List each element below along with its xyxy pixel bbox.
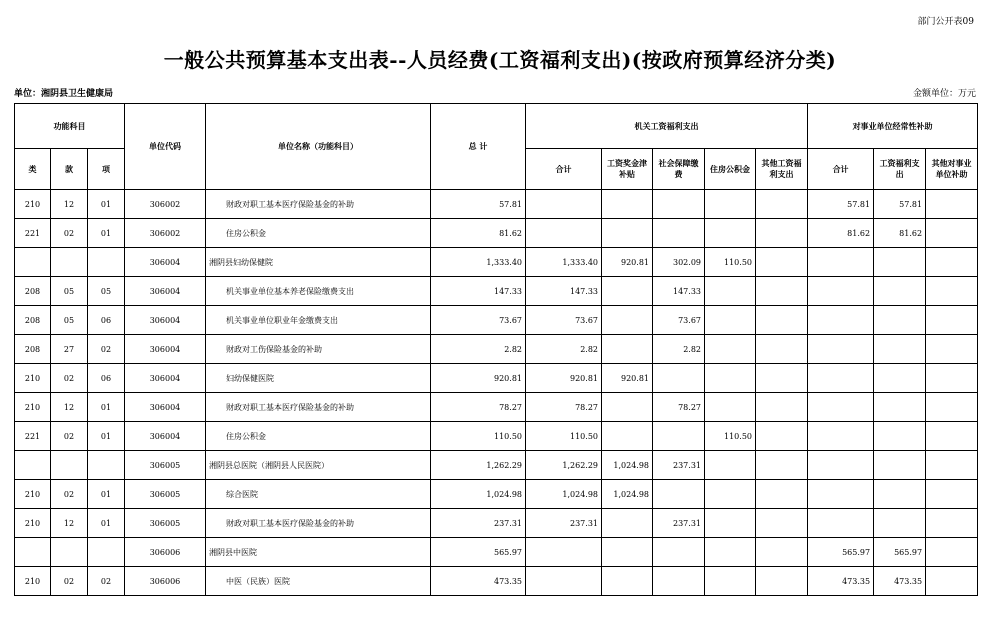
cell-inst-sum bbox=[808, 306, 874, 335]
cell-name: 财政对职工基本医疗保险基金的补助 bbox=[206, 509, 431, 538]
cell-code: 306002 bbox=[125, 190, 206, 219]
cell-name: 综合医院 bbox=[206, 480, 431, 509]
header-total: 总 计 bbox=[431, 104, 526, 190]
cell-inst-wage: 473.35 bbox=[874, 567, 926, 596]
cell-inst-other bbox=[926, 219, 978, 248]
cell-org-other bbox=[756, 277, 808, 306]
header-unit-name: 单位名称（功能科目） bbox=[206, 104, 431, 190]
cell-total: 81.62 bbox=[431, 219, 526, 248]
cell-org-other bbox=[756, 335, 808, 364]
cell-lei: 210 bbox=[15, 509, 51, 538]
cell-inst-wage: 565.97 bbox=[874, 538, 926, 567]
cell-org-other bbox=[756, 364, 808, 393]
cell-org-social bbox=[653, 219, 705, 248]
header-org-other: 其他工资福利支出 bbox=[756, 149, 808, 190]
cell-name: 财政对职工基本医疗保险基金的补助 bbox=[206, 190, 431, 219]
cell-org-wage: 1,024.98 bbox=[602, 480, 653, 509]
cell-inst-sum: 57.81 bbox=[808, 190, 874, 219]
header-inst-other: 其他对事业单位补助 bbox=[926, 149, 978, 190]
cell-org-wage bbox=[602, 567, 653, 596]
cell-inst-other bbox=[926, 422, 978, 451]
cell-kuan: 02 bbox=[51, 567, 88, 596]
cell-org-housing bbox=[705, 190, 756, 219]
cell-total: 73.67 bbox=[431, 306, 526, 335]
cell-org-social: 147.33 bbox=[653, 277, 705, 306]
cell-org-wage: 1,024.98 bbox=[602, 451, 653, 480]
table-row bbox=[15, 335, 978, 364]
table-row bbox=[15, 306, 978, 335]
currency-label: 金额单位：万元 bbox=[912, 89, 976, 99]
cell-org-housing bbox=[705, 393, 756, 422]
form-number: 部门公开表09 bbox=[917, 17, 974, 27]
budget-table bbox=[14, 103, 978, 596]
cell-code: 306004 bbox=[125, 422, 206, 451]
cell-inst-wage bbox=[874, 480, 926, 509]
cell-org-wage bbox=[602, 306, 653, 335]
cell-name: 住房公积金 bbox=[206, 219, 431, 248]
cell-code: 306004 bbox=[125, 306, 206, 335]
header-org-social: 社会保障缴费 bbox=[653, 149, 705, 190]
cell-name: 湘阴县总医院（湘阴县人民医院） bbox=[206, 451, 431, 480]
cell-total: 1,262.29 bbox=[431, 451, 526, 480]
table-row bbox=[15, 451, 978, 480]
cell-code: 306005 bbox=[125, 480, 206, 509]
cell-org-other bbox=[756, 306, 808, 335]
cell-org-sum: 2.82 bbox=[526, 335, 602, 364]
cell-org-sum: 73.67 bbox=[526, 306, 602, 335]
cell-total: 57.81 bbox=[431, 190, 526, 219]
cell-inst-wage: 57.81 bbox=[874, 190, 926, 219]
cell-kuan bbox=[51, 248, 88, 277]
cell-kuan: 02 bbox=[51, 364, 88, 393]
header-kuan: 款 bbox=[51, 149, 88, 190]
cell-code: 306006 bbox=[125, 567, 206, 596]
cell-name: 住房公积金 bbox=[206, 422, 431, 451]
cell-org-wage: 920.81 bbox=[602, 248, 653, 277]
header-inst-group: 对事业单位经常性补助 bbox=[808, 104, 978, 149]
table-row bbox=[15, 364, 978, 393]
cell-org-other bbox=[756, 248, 808, 277]
cell-lei: 208 bbox=[15, 335, 51, 364]
cell-inst-other bbox=[926, 451, 978, 480]
header-org-sum: 合计 bbox=[526, 149, 602, 190]
table-row bbox=[15, 538, 978, 567]
header-xiang: 项 bbox=[88, 149, 125, 190]
cell-lei: 221 bbox=[15, 422, 51, 451]
cell-name: 财政对工伤保险基金的补助 bbox=[206, 335, 431, 364]
cell-kuan: 02 bbox=[51, 480, 88, 509]
cell-org-sum bbox=[526, 190, 602, 219]
cell-kuan: 12 bbox=[51, 509, 88, 538]
cell-inst-sum: 473.35 bbox=[808, 567, 874, 596]
cell-total: 1,024.98 bbox=[431, 480, 526, 509]
cell-org-other bbox=[756, 480, 808, 509]
cell-xiang: 01 bbox=[88, 480, 125, 509]
cell-name: 湘阴县妇幼保健院 bbox=[206, 248, 431, 277]
cell-xiang: 02 bbox=[88, 567, 125, 596]
cell-org-wage bbox=[602, 422, 653, 451]
cell-kuan: 02 bbox=[51, 219, 88, 248]
table-row bbox=[15, 190, 978, 219]
cell-inst-sum bbox=[808, 248, 874, 277]
cell-org-other bbox=[756, 567, 808, 596]
cell-inst-other bbox=[926, 190, 978, 219]
cell-org-wage bbox=[602, 277, 653, 306]
cell-org-other bbox=[756, 190, 808, 219]
cell-inst-wage: 81.62 bbox=[874, 219, 926, 248]
cell-xiang: 02 bbox=[88, 335, 125, 364]
page-title: 一般公共预算基本支出表--人员经费(工资福利支出)(按政府预算经济分类) bbox=[163, 48, 837, 72]
cell-org-sum: 147.33 bbox=[526, 277, 602, 306]
cell-code: 306004 bbox=[125, 335, 206, 364]
cell-inst-other bbox=[926, 277, 978, 306]
unit-label: 单位：湘阴县卫生健康局 bbox=[14, 89, 114, 99]
cell-total: 473.35 bbox=[431, 567, 526, 596]
table-row bbox=[15, 422, 978, 451]
cell-org-housing bbox=[705, 277, 756, 306]
cell-inst-sum bbox=[808, 480, 874, 509]
cell-name: 妇幼保健医院 bbox=[206, 364, 431, 393]
cell-name: 财政对职工基本医疗保险基金的补助 bbox=[206, 393, 431, 422]
cell-lei: 208 bbox=[15, 277, 51, 306]
cell-org-sum: 110.50 bbox=[526, 422, 602, 451]
cell-xiang bbox=[88, 538, 125, 567]
cell-inst-other bbox=[926, 509, 978, 538]
cell-lei bbox=[15, 538, 51, 567]
cell-org-wage bbox=[602, 335, 653, 364]
cell-org-other bbox=[756, 538, 808, 567]
cell-code: 306005 bbox=[125, 509, 206, 538]
cell-org-wage bbox=[602, 538, 653, 567]
cell-kuan: 27 bbox=[51, 335, 88, 364]
cell-org-social: 237.31 bbox=[653, 509, 705, 538]
cell-inst-other bbox=[926, 364, 978, 393]
cell-inst-wage bbox=[874, 422, 926, 451]
header-unit-code: 单位代码 bbox=[125, 104, 206, 190]
cell-org-sum bbox=[526, 538, 602, 567]
cell-code: 306004 bbox=[125, 393, 206, 422]
cell-org-housing: 110.50 bbox=[705, 248, 756, 277]
header-lei: 类 bbox=[15, 149, 51, 190]
cell-inst-sum bbox=[808, 364, 874, 393]
cell-inst-sum bbox=[808, 422, 874, 451]
table-row bbox=[15, 480, 978, 509]
cell-total: 147.33 bbox=[431, 277, 526, 306]
cell-xiang: 01 bbox=[88, 219, 125, 248]
cell-org-sum: 78.27 bbox=[526, 393, 602, 422]
cell-org-wage bbox=[602, 190, 653, 219]
cell-inst-wage bbox=[874, 393, 926, 422]
cell-code: 306006 bbox=[125, 538, 206, 567]
cell-inst-sum bbox=[808, 509, 874, 538]
header-inst-wage: 工资福利支出 bbox=[874, 149, 926, 190]
cell-xiang bbox=[88, 451, 125, 480]
table-row bbox=[15, 277, 978, 306]
cell-org-housing bbox=[705, 335, 756, 364]
header-inst-sum: 合计 bbox=[808, 149, 874, 190]
cell-total: 237.31 bbox=[431, 509, 526, 538]
cell-org-housing bbox=[705, 480, 756, 509]
cell-org-wage: 920.81 bbox=[602, 364, 653, 393]
cell-inst-wage bbox=[874, 509, 926, 538]
cell-org-social bbox=[653, 364, 705, 393]
table-row bbox=[15, 567, 978, 596]
cell-xiang: 01 bbox=[88, 509, 125, 538]
cell-kuan: 05 bbox=[51, 277, 88, 306]
cell-lei: 210 bbox=[15, 190, 51, 219]
cell-code: 306005 bbox=[125, 451, 206, 480]
cell-inst-wage bbox=[874, 277, 926, 306]
cell-total: 110.50 bbox=[431, 422, 526, 451]
cell-total: 78.27 bbox=[431, 393, 526, 422]
cell-org-housing bbox=[705, 219, 756, 248]
cell-name: 中医（民族）医院 bbox=[206, 567, 431, 596]
cell-org-housing: 110.50 bbox=[705, 422, 756, 451]
cell-org-other bbox=[756, 509, 808, 538]
cell-kuan bbox=[51, 538, 88, 567]
cell-xiang bbox=[88, 248, 125, 277]
header-org-group: 机关工资福利支出 bbox=[526, 104, 808, 149]
cell-inst-wage bbox=[874, 248, 926, 277]
header-func-subject: 功能科目 bbox=[15, 104, 125, 149]
cell-inst-other bbox=[926, 335, 978, 364]
cell-kuan: 02 bbox=[51, 422, 88, 451]
cell-org-sum: 1,024.98 bbox=[526, 480, 602, 509]
header-org-housing: 住房公积金 bbox=[705, 149, 756, 190]
cell-org-other bbox=[756, 219, 808, 248]
cell-code: 306004 bbox=[125, 277, 206, 306]
cell-org-sum: 1,333.40 bbox=[526, 248, 602, 277]
cell-name: 湘阴县中医院 bbox=[206, 538, 431, 567]
cell-lei: 210 bbox=[15, 364, 51, 393]
cell-org-other bbox=[756, 451, 808, 480]
cell-org-social bbox=[653, 567, 705, 596]
cell-lei bbox=[15, 451, 51, 480]
cell-inst-sum bbox=[808, 451, 874, 480]
cell-org-housing bbox=[705, 306, 756, 335]
cell-org-housing bbox=[705, 509, 756, 538]
cell-lei: 210 bbox=[15, 567, 51, 596]
cell-inst-other bbox=[926, 393, 978, 422]
cell-org-social bbox=[653, 422, 705, 451]
cell-org-housing bbox=[705, 364, 756, 393]
cell-inst-other bbox=[926, 248, 978, 277]
cell-total: 565.97 bbox=[431, 538, 526, 567]
cell-total: 920.81 bbox=[431, 364, 526, 393]
cell-org-wage bbox=[602, 393, 653, 422]
cell-org-social: 78.27 bbox=[653, 393, 705, 422]
table-row bbox=[15, 219, 978, 248]
cell-org-social: 2.82 bbox=[653, 335, 705, 364]
cell-code: 306002 bbox=[125, 219, 206, 248]
cell-org-other bbox=[756, 393, 808, 422]
cell-org-housing bbox=[705, 567, 756, 596]
cell-xiang: 01 bbox=[88, 190, 125, 219]
cell-kuan bbox=[51, 451, 88, 480]
cell-inst-sum: 565.97 bbox=[808, 538, 874, 567]
cell-name: 机关事业单位职业年金缴费支出 bbox=[206, 306, 431, 335]
table-row bbox=[15, 248, 978, 277]
cell-total: 2.82 bbox=[431, 335, 526, 364]
cell-org-sum: 237.31 bbox=[526, 509, 602, 538]
cell-org-sum bbox=[526, 219, 602, 248]
cell-xiang: 06 bbox=[88, 306, 125, 335]
cell-org-social: 302.09 bbox=[653, 248, 705, 277]
cell-kuan: 12 bbox=[51, 190, 88, 219]
cell-total: 1,333.40 bbox=[431, 248, 526, 277]
cell-org-sum: 1,262.29 bbox=[526, 451, 602, 480]
cell-org-social bbox=[653, 538, 705, 567]
cell-inst-sum bbox=[808, 393, 874, 422]
cell-org-social: 237.31 bbox=[653, 451, 705, 480]
cell-org-social bbox=[653, 480, 705, 509]
cell-inst-sum: 81.62 bbox=[808, 219, 874, 248]
cell-inst-wage bbox=[874, 451, 926, 480]
cell-lei bbox=[15, 248, 51, 277]
cell-name: 机关事业单位基本养老保险缴费支出 bbox=[206, 277, 431, 306]
table-row bbox=[15, 509, 978, 538]
cell-org-sum: 920.81 bbox=[526, 364, 602, 393]
cell-xiang: 05 bbox=[88, 277, 125, 306]
cell-lei: 210 bbox=[15, 393, 51, 422]
cell-org-other bbox=[756, 422, 808, 451]
cell-lei: 210 bbox=[15, 480, 51, 509]
cell-inst-wage bbox=[874, 306, 926, 335]
cell-org-social bbox=[653, 190, 705, 219]
cell-org-housing bbox=[705, 538, 756, 567]
cell-inst-sum bbox=[808, 335, 874, 364]
cell-inst-wage bbox=[874, 335, 926, 364]
cell-org-wage bbox=[602, 219, 653, 248]
cell-kuan: 12 bbox=[51, 393, 88, 422]
cell-inst-other bbox=[926, 538, 978, 567]
cell-code: 306004 bbox=[125, 248, 206, 277]
header-org-wage: 工资奖金津补贴 bbox=[602, 149, 653, 190]
cell-inst-other bbox=[926, 480, 978, 509]
cell-inst-sum bbox=[808, 277, 874, 306]
cell-xiang: 01 bbox=[88, 422, 125, 451]
table-row bbox=[15, 393, 978, 422]
cell-inst-wage bbox=[874, 364, 926, 393]
cell-code: 306004 bbox=[125, 364, 206, 393]
cell-org-social: 73.67 bbox=[653, 306, 705, 335]
cell-xiang: 06 bbox=[88, 364, 125, 393]
cell-org-housing bbox=[705, 451, 756, 480]
cell-lei: 208 bbox=[15, 306, 51, 335]
cell-org-wage bbox=[602, 509, 653, 538]
cell-lei: 221 bbox=[15, 219, 51, 248]
cell-xiang: 01 bbox=[88, 393, 125, 422]
cell-kuan: 05 bbox=[51, 306, 88, 335]
cell-inst-other bbox=[926, 567, 978, 596]
cell-org-sum bbox=[526, 567, 602, 596]
cell-inst-other bbox=[926, 306, 978, 335]
